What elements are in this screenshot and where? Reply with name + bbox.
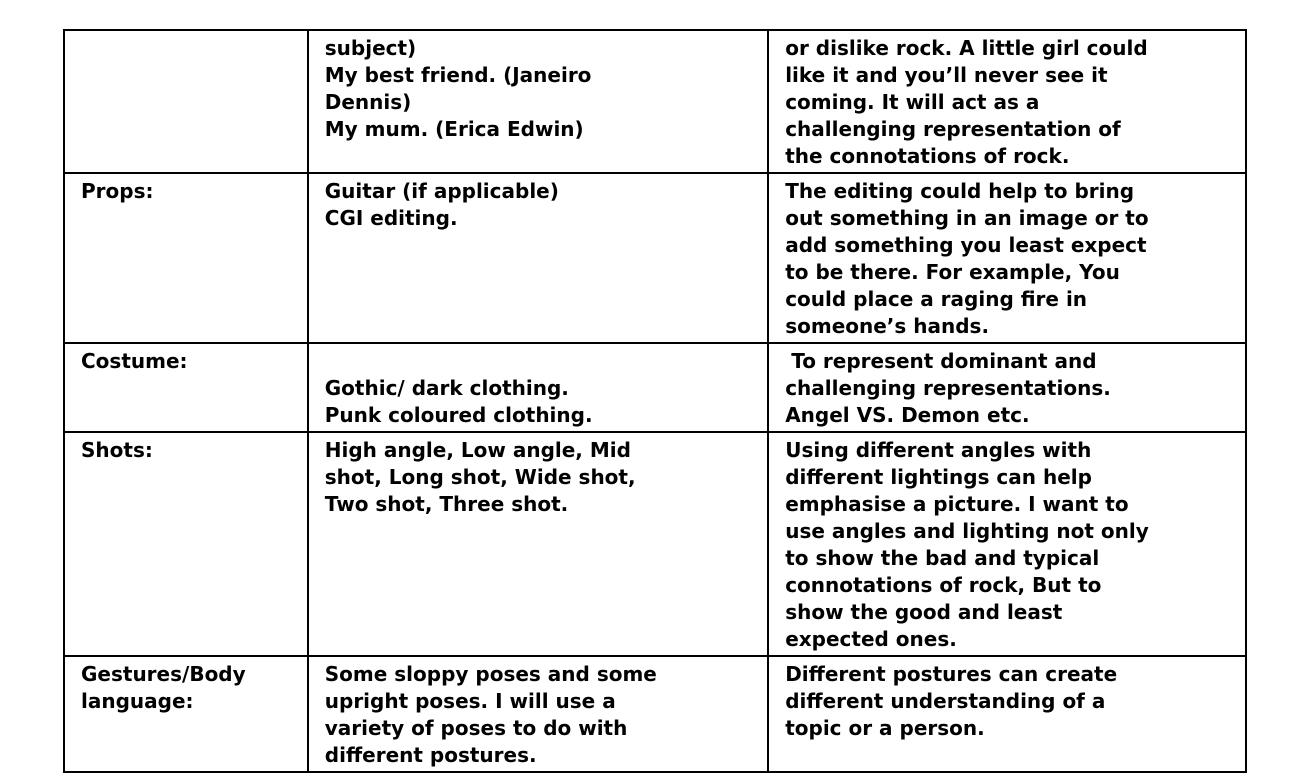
row-label: Props: <box>81 179 154 203</box>
detail-line: Gothic/ dark clothing. <box>324 376 569 400</box>
cell-detail-costume <box>308 343 768 432</box>
cell-detail-continuation <box>308 30 768 173</box>
cell-detail-shots <box>308 432 768 656</box>
row-label: Costume: <box>81 349 188 373</box>
reason-line: out something in an image or to <box>785 206 1149 230</box>
reason-line: emphasise a picture. I want to <box>785 492 1129 516</box>
reason-line: use angles and lighting not only <box>785 519 1149 543</box>
detail-line: CGI editing. <box>324 206 458 230</box>
table-row-shots <box>64 432 1246 656</box>
row-label: Shots: <box>81 438 153 462</box>
detail-line: My mum. (Erica Edwin) <box>324 117 584 141</box>
reason-line: To represent dominant and <box>791 349 1097 373</box>
row-label: language: <box>81 689 194 713</box>
reason-line: connotations of rock, But to <box>785 573 1102 597</box>
cell-detail-gestures <box>308 656 768 772</box>
row-label: Gestures/Body <box>81 662 246 686</box>
detail-line: Two shot, Three shot. <box>324 492 569 516</box>
detail-line: My best friend. (Janeiro <box>324 63 592 87</box>
table-row-props <box>64 173 1246 343</box>
blank-line <box>325 348 753 375</box>
cell-reason-props <box>768 173 1246 343</box>
detail-line: upright poses. I will use a <box>324 689 616 713</box>
reason-line: the connotations of rock. <box>785 144 1070 168</box>
reason-line: different lightings can help <box>785 465 1092 489</box>
reason-line: or dislike rock. A little girl could <box>785 36 1148 60</box>
detail-line: subject) <box>324 36 417 60</box>
reason-line: challenging representation of <box>785 117 1121 141</box>
detail-line: shot, Long shot, Wide shot, <box>324 465 636 489</box>
cell-detail-props <box>308 173 768 343</box>
reason-line: coming. It will act as a <box>785 90 1040 114</box>
detail-line: Dennis) <box>324 90 412 114</box>
reason-line: expected ones. <box>785 627 957 651</box>
reason-line: challenging representations. <box>785 376 1111 400</box>
reason-line: add something you least expect <box>785 233 1147 257</box>
table-row-costume <box>64 343 1246 432</box>
reason-line: like it and you’ll never see it <box>785 63 1108 87</box>
detail-line: Some sloppy poses and some <box>324 662 657 686</box>
cell-reason-shots <box>768 432 1246 656</box>
cell-label-costume <box>64 343 308 432</box>
detail-line: Guitar (if applicable) <box>324 179 559 203</box>
reason-line: The editing could help to bring <box>785 179 1135 203</box>
cell-label-continuation <box>64 30 308 173</box>
cell-label-props <box>64 173 308 343</box>
cell-reason-gestures <box>768 656 1246 772</box>
reason-line: to show the bad and typical <box>785 546 1100 570</box>
reason-line: Using different angles with <box>785 438 1092 462</box>
reason-line: could place a raging fire in <box>785 287 1088 311</box>
table-row-gestures <box>64 656 1246 772</box>
reason-line: to be there. For example, You <box>785 260 1120 284</box>
planning-table <box>63 29 1247 773</box>
detail-line: different postures. <box>324 743 537 767</box>
reason-line: Different postures can create <box>785 662 1118 686</box>
detail-line: Punk coloured clothing. <box>324 403 593 427</box>
cell-label-gestures <box>64 656 308 772</box>
table-row-continuation <box>64 30 1246 173</box>
detail-line: variety of poses to do with <box>324 716 628 740</box>
reason-line: Angel VS. Demon etc. <box>785 403 1030 427</box>
reason-line: show the good and least <box>785 600 1063 624</box>
cell-label-shots <box>64 432 308 656</box>
cell-reason-costume <box>768 343 1246 432</box>
reason-line: different understanding of a <box>785 689 1106 713</box>
cell-reason-continuation <box>768 30 1246 173</box>
reason-line: topic or a person. <box>785 716 985 740</box>
detail-line: High angle, Low angle, Mid <box>324 438 631 462</box>
reason-line: someone’s hands. <box>785 314 990 338</box>
